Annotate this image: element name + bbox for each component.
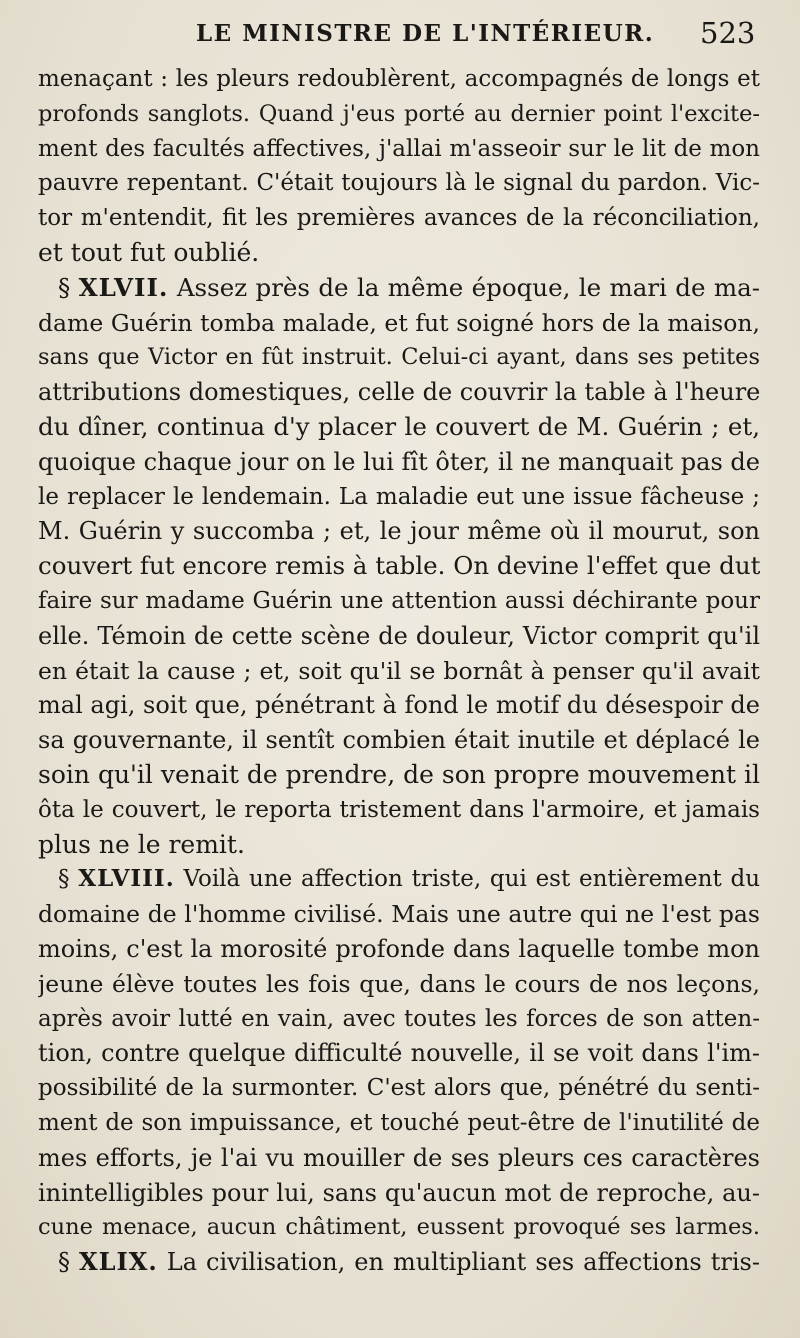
text-line: elle. Témoin de cette scène de douleur, Victor comprit qu'il — [38, 621, 760, 650]
text-line: ment des facultés affectives, j'allai m'asseoir sur le lit de mon — [38, 135, 760, 162]
text-line: plus ne le remit. — [38, 829, 245, 859]
text-line: cune menace, aucun châtiment, eussent provoqué ses larmes. — [38, 1214, 760, 1241]
text-line: inintelligibles pour lui, sans qu'aucun mot de reproche, au- — [38, 1178, 760, 1207]
page-number: 523 — [700, 16, 756, 50]
section-heading-line: § XLVII. Assez près de la même époque, le mari de ma- — [58, 272, 760, 302]
body-text — [38, 62, 760, 1280]
text-line: du dîner, continua d'y placer le couvert de M. Guérin ; et, — [38, 411, 760, 441]
text-line: jeune élève toutes les fois que, dans le cours de nos leçons, — [38, 969, 760, 998]
text-line: soin qu'il venait de prendre, de son propre mouvement il — [38, 759, 760, 789]
text-line: faire sur madame Guérin une attention aussi déchirante pour — [38, 587, 760, 614]
text-line: tor m'entendit, fit les premières avances de la réconciliation, — [38, 205, 760, 232]
text-line: moins, c'est la morosité profonde dans laquelle tombe mon — [38, 934, 760, 963]
text-line: menaçant : les pleurs redoublèrent, accompagnés de longs et — [38, 66, 760, 92]
text-line: et tout fut oublié. — [38, 237, 260, 267]
text-line: profonds sanglots. Quand j'eus porté au dernier point l'excite- — [38, 100, 760, 127]
text-line: en était la cause ; et, soit qu'il se bornât à penser qu'il avait — [38, 656, 760, 685]
text-line: domaine de l'homme civilisé. Mais une autre qui ne l'est pas — [38, 900, 760, 929]
text-line: dame Guérin tomba malade, et fut soigné hors de la maison, — [38, 308, 760, 337]
section-number: XLVIII. — [78, 865, 175, 893]
text-line: ôta le couvert, le reporta tristement dans l'armoire, et jamais — [38, 796, 760, 823]
text-line: ment de son impuissance, et touché peut-être de l'inutilité de — [38, 1109, 760, 1136]
text-line: mal agi, soit que, pénétrant à fond le motif du désespoir de — [38, 691, 760, 720]
text-line: couvert fut encore remis à table. On devine l'effet que dut — [38, 551, 760, 581]
running-title: LE MINISTRE DE L'INTÉRIEUR. — [196, 20, 655, 47]
section-mark: § — [58, 1248, 80, 1277]
text-line: M. Guérin y succomba ; et, le jour même où il mourut, son — [38, 517, 760, 546]
text-line: le replacer le lendemain. La maladie eut une issue fâcheuse ; — [38, 483, 760, 510]
text-line: attributions domestiques, celle de couvrir la table à l'heure — [38, 378, 760, 407]
text-line: quoique chaque jour on le lui fît ôter, il ne manquait pas de — [38, 447, 760, 476]
section-mark: § — [58, 866, 79, 893]
running-head — [0, 14, 800, 54]
section-number: XLIX. — [79, 1247, 158, 1277]
text-line: mes efforts, je l'ai vu mouiller de ses pleurs ces caractères — [38, 1143, 760, 1172]
text-line: après avoir lutté en vain, avec toutes les forces de son atten- — [38, 1005, 760, 1032]
section-heading-line: § XLVIII. Voilà une affection triste, qui est entièrement du — [58, 865, 760, 893]
section-mark: § — [58, 272, 79, 302]
text-line: tion, contre quelque difficulté nouvelle, il se voit dans l'im- — [38, 1039, 760, 1068]
section-number: XLVII. — [78, 272, 169, 302]
text-line: sans que Victor en fût instruit. Celui-ci ayant, dans ses petites — [38, 344, 760, 371]
section-heading-line: § XLIX. La civilisation, en multipliant ses affections tris- — [58, 1247, 760, 1277]
text-line: possibilité de la surmonter. C'est alors que, pénétré du senti- — [38, 1075, 760, 1102]
text-line: pauvre repentant. C'était toujours là le signal du pardon. Vic- — [38, 170, 760, 197]
text-line: sa gouvernante, il sentît combien était inutile et déplacé le — [38, 726, 760, 755]
